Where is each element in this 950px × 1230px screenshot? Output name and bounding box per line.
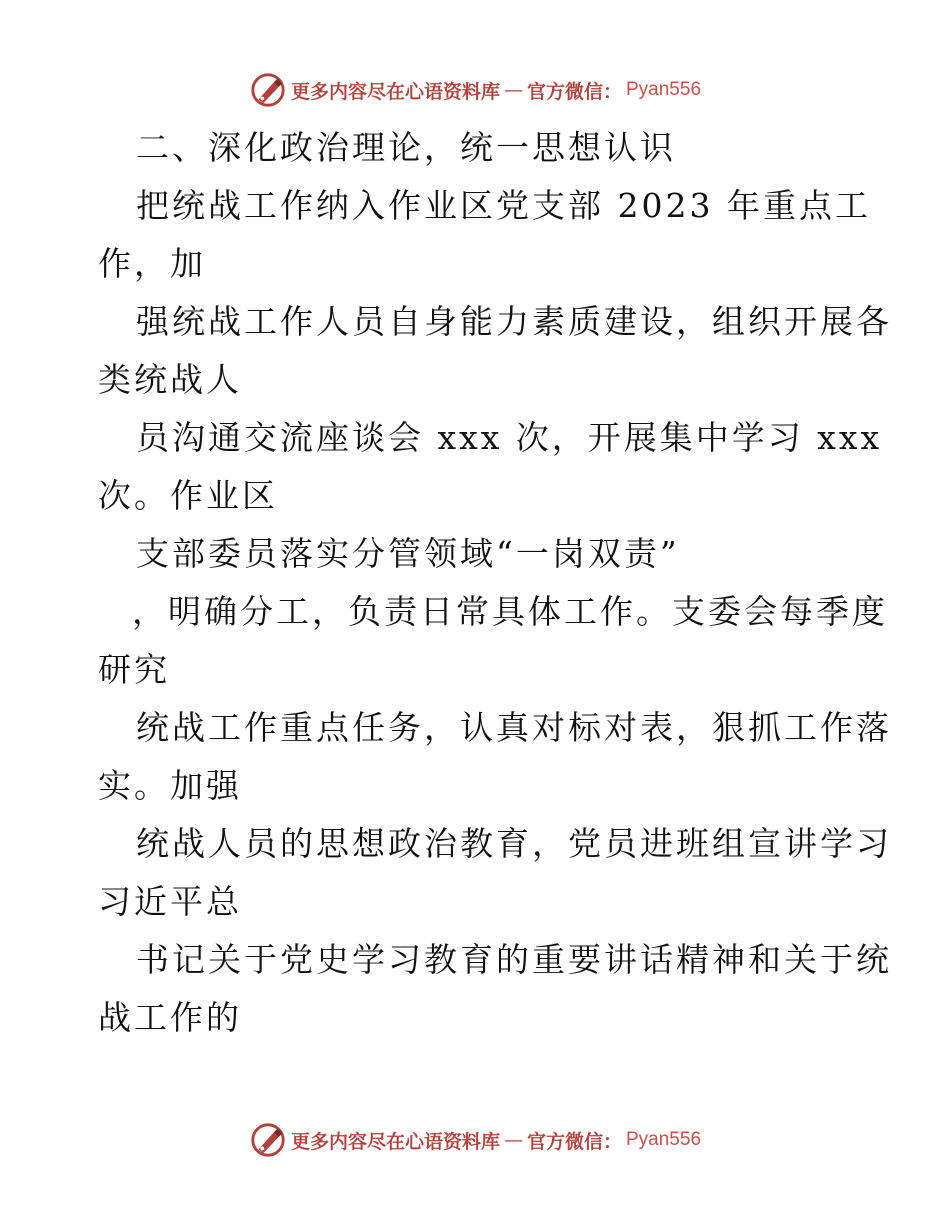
banner-account: Pyan556 [626,1129,702,1150]
footer-watermark-banner [0,1120,950,1160]
paragraph-line: 把统战工作纳入作业区党支部 2023 年重点工 [136,186,871,225]
heading-line: 二、深化政治理论，统一思想认识 [136,128,676,167]
banner-dash: — [503,79,523,101]
pen-logo-icon [249,1121,287,1159]
paragraph-line: 习近平总 [98,882,242,921]
paragraph-line: 书记关于党史学习教育的重要讲话精神和关于统 [136,940,892,979]
paragraph-line: 实。加强 [98,766,242,805]
paragraph-line: ，明确分工，负责日常具体工作。支委会每季度 [132,592,888,631]
paragraph-line: 次。作业区 [98,476,278,515]
banner-wechat-label: 官方微信： [526,1130,622,1153]
banner-brand-text: 更多内容尽在心语资料库 [290,1130,500,1153]
paragraph-line: 类统战人 [98,360,242,399]
banner-wechat-label: 官方微信： [526,80,622,103]
banner-account: Pyan556 [626,79,702,100]
paragraph-line: 强统战工作人员自身能力素质建设，组织开展各 [136,302,892,341]
paragraph-line: 作，加 [98,244,206,283]
paragraph-line: 统战人员的思想政治教育，党员进班组宣讲学习 [136,824,892,863]
paragraph-line: 研究 [98,650,170,689]
header-watermark-banner [0,70,950,110]
paragraph-line: 支部委员落实分管领域“一岗双责” [136,534,680,573]
banner-brand-text: 更多内容尽在心语资料库 [290,80,500,103]
paragraph-line: 战工作的 [98,998,242,1037]
paragraph-line: 统战工作重点任务，认真对标对表，狠抓工作落 [136,708,892,747]
pen-logo-icon [249,71,287,109]
paragraph-line: 员沟通交流座谈会 xxx 次，开展集中学习 xxx [136,418,883,457]
banner-dash: — [503,1129,523,1151]
